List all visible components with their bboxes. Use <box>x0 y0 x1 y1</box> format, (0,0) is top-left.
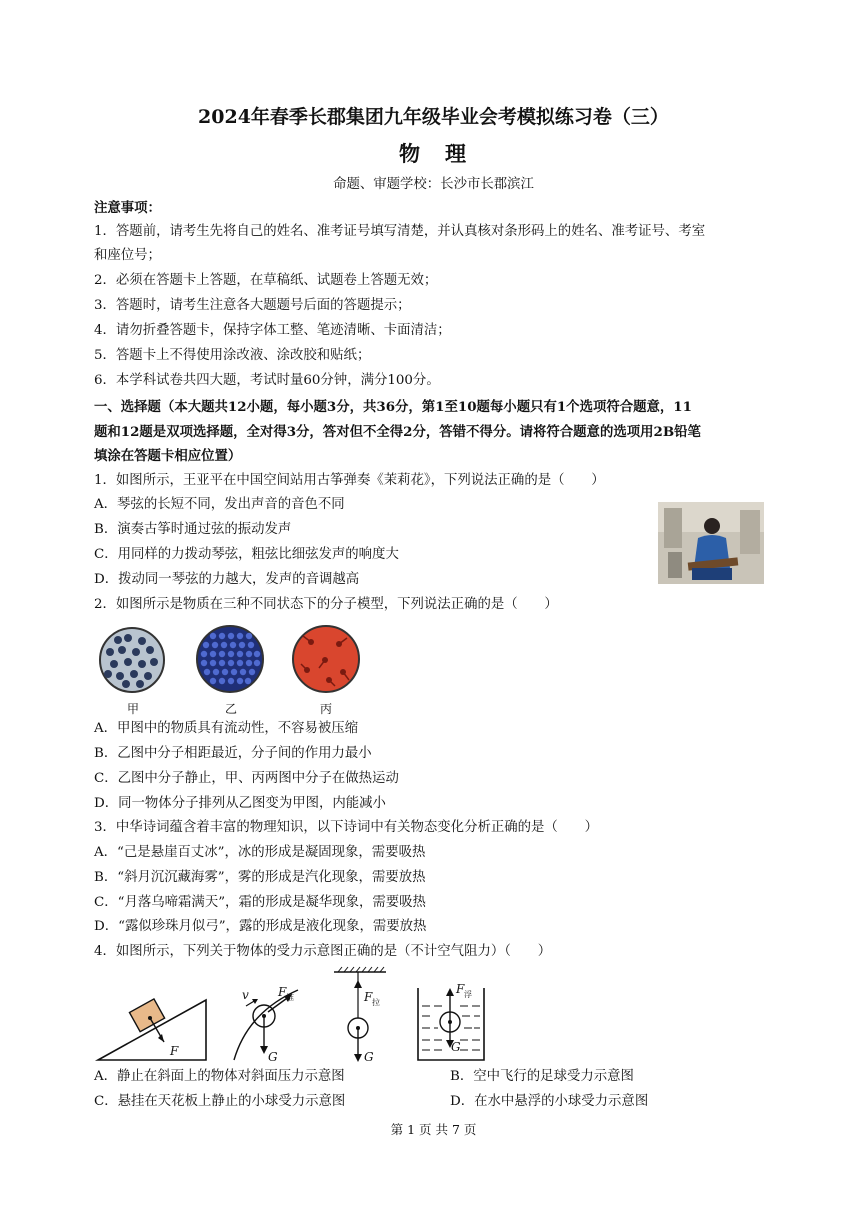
q3-stem: 3．中华诗词蕴含着丰富的物理知识，以下诗词中有关物态变化分析正确的是（ ） <box>94 820 598 835</box>
label-float-sub: 浮 <box>464 990 472 999</box>
note-item: 和座位号； <box>94 248 161 263</box>
subject-title: 物 理 <box>399 141 468 166</box>
label-f-a: F <box>170 1044 179 1058</box>
label-g-b: G <box>268 1050 278 1064</box>
q1-option: C．用同样的力拨动琴弦，粗弦比细弦发声的响度大 <box>94 547 399 562</box>
note-item: 3．答题时，请考生注意各大题题号后面的答题提示； <box>94 298 411 313</box>
section-heading: 填涂在答题卡相应位置） <box>94 448 242 464</box>
school-line: 命题、审题学校：长沙市长郡滨江 <box>333 177 534 192</box>
note-item: 2．必须在答题卡上答题，在草稿纸、试题卷上答题无效； <box>94 273 438 288</box>
note-item: 5．答题卡上不得使用涂改液、涂改胶和贴纸； <box>94 348 371 363</box>
page-footer: 第 1 页 共 7 页 <box>390 1122 477 1137</box>
label-push-sub: 推 <box>286 993 294 1002</box>
q3-option: D．“露似珍珠月似弓”，露的形成是液化现象，需要放热 <box>94 919 427 934</box>
q4-figure-c-hanging-ball <box>330 966 390 1070</box>
note-item: 4．请勿折叠答题卡，保持字体工整、笔迹清晰、卡面清洁； <box>94 323 451 338</box>
q4-stem: 4．如图所示，下列关于物体的受力示意图正确的是（不计空气阻力）（ ） <box>94 944 552 959</box>
section-heading: 题和12题是双项选择题，全对得3分，答对但不全得2分，答错不得分。请将符合题意的选项用2B铅笔 <box>94 424 701 440</box>
solid-model-yi <box>195 624 265 698</box>
label-f-float: F <box>456 982 465 996</box>
q4-figure-a-incline <box>94 972 214 1068</box>
q1-option: A．琴弦的长短不同，发出声音的音色不同 <box>94 497 345 512</box>
label-f-push: F <box>278 985 287 999</box>
q2-option: D．同一物体分子排列从乙图变为甲图，内能减小 <box>94 796 386 811</box>
q1-stem: 1．如图所示，王亚平在中国空间站用古筝弹奏《茉莉花》，下列说法正确的是（ ） <box>94 473 605 488</box>
q1-option: D．拨动同一琴弦的力越大，发声的音调越高 <box>94 572 360 587</box>
solid-gas-model-jia <box>98 626 166 698</box>
section-heading: 一、选择题（本大题共12小题，每小题3分，共36分，第1至10题每小题只有1个选项符合题意，11 <box>94 399 692 415</box>
q2-option: B．乙图中分子相距最近，分子间的作用力最小 <box>94 746 372 761</box>
notes-heading: 注意事项： <box>94 200 161 216</box>
label-v: v <box>242 988 249 1002</box>
q4-figure-d-float-ball <box>414 986 488 1068</box>
label-g-c: G <box>364 1050 374 1064</box>
label-pull-sub: 拉 <box>372 998 380 1007</box>
label-f-pull: F <box>364 990 373 1004</box>
label-g-d: G <box>451 1040 461 1054</box>
q1-option: B．演奏古筝时通过弦的振动发声 <box>94 522 292 537</box>
label-bing: 丙 <box>320 702 333 716</box>
astronaut-guzheng-photo <box>658 502 764 584</box>
q3-option: A．“己是悬崖百丈冰”，冰的形成是凝固现象，需要吸热 <box>94 845 426 860</box>
q4-option: B．空中飞行的足球受力示意图 <box>450 1069 634 1084</box>
q2-option: A．甲图中的物质具有流动性，不容易被压缩 <box>94 721 359 736</box>
q4-option: C．悬挂在天花板上静止的小球受力示意图 <box>94 1094 346 1109</box>
q3-option: C．“月落乌啼霜满天”，霜的形成是凝华现象，需要吸热 <box>94 895 426 910</box>
q3-option: B．“斜月沉沉藏海雾”，雾的形成是汽化现象，需要放热 <box>94 870 426 885</box>
q2-option: C．乙图中分子静止，甲、丙两图中分子在做热运动 <box>94 771 399 786</box>
label-yi: 乙 <box>225 702 238 716</box>
q2-stem: 2．如图所示是物质在三种不同状态下的分子模型，下列说法正确的是（ ） <box>94 597 558 612</box>
gas-model-bing <box>291 624 361 698</box>
q4-option: A．静止在斜面上的物体对斜面压力示意图 <box>94 1069 345 1084</box>
exam-title: 2024年春季长郡集团九年级毕业会考模拟练习卷（三） <box>198 106 669 128</box>
q4-option: D．在水中悬浮的小球受力示意图 <box>450 1094 649 1109</box>
note-item: 6．本学科试卷共四大题，考试时量60分钟，满分100分。 <box>94 373 440 388</box>
label-jia: 甲 <box>127 702 140 716</box>
note-item: 1．答题前，请考生先将自己的姓名、准考证号填写清楚，并认真核对条形码上的姓名、准考证号、考室 <box>94 224 706 239</box>
